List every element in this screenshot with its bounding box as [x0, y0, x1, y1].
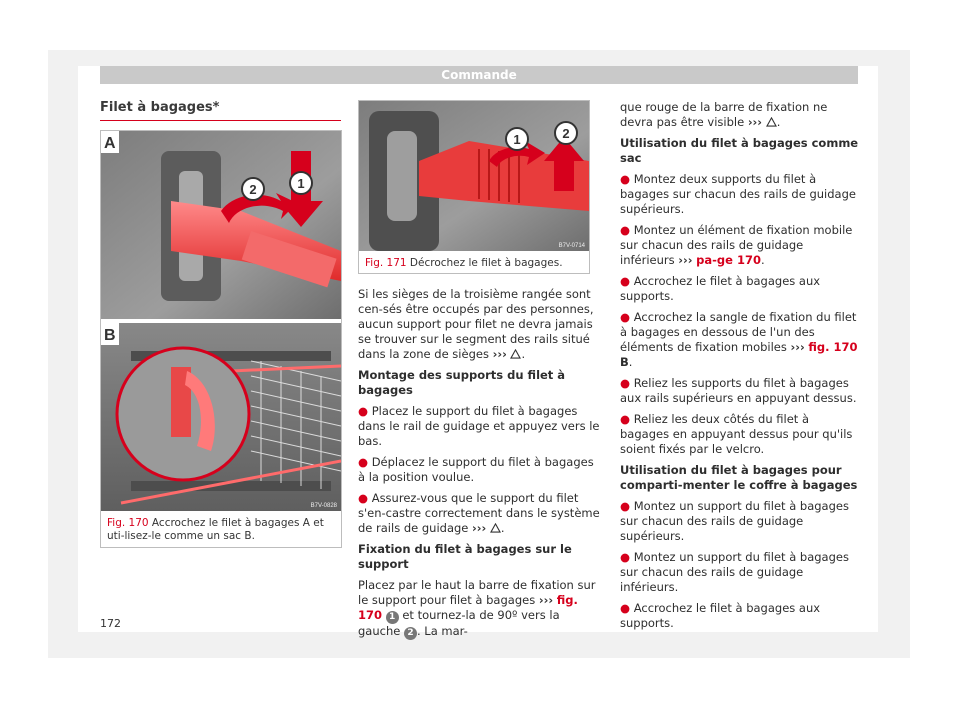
callout-2-text: 2 [562, 126, 570, 141]
list-item: ● Montez deux supports du filet à bagages sur chacun des rails de guidage supérieurs. [620, 172, 856, 216]
list-item: ● Reliez les deux côtés du filet à bagages en appuyant dessus pour qu'ils soient fixés par le velcro. [620, 412, 853, 456]
warning-icon [766, 117, 777, 127]
fig-170-link[interactable]: fig. 170 [358, 593, 578, 622]
list-item: ● Accrochez la sangle de fixation du filet à bagages en dessous de l'un des éléments de fixation mobiles ››› fig. 170 B. [620, 310, 858, 369]
figure-171 [358, 100, 590, 274]
figure-171-caption [359, 257, 589, 270]
heading-fixation: Fixation du filet à bagages sur le support [358, 542, 572, 571]
figure-170-number: Fig. 170 [107, 517, 149, 529]
panel-b-label: B [104, 327, 116, 344]
fig-170-link[interactable]: fig. 170 [808, 340, 858, 354]
warning-icon [490, 523, 501, 533]
text-column-right [620, 100, 860, 637]
heading-partition: Utilisation du filet à bagages pour comparti-menter le coffre à bagages [620, 463, 858, 492]
callout-2-icon: 2 [404, 627, 417, 640]
list-item: ● Accrochez le filet à bagages aux supports. [620, 274, 821, 303]
figure-170-illustration [101, 131, 341, 511]
page-number: 172 [100, 617, 121, 630]
ref-arrow: ››› [747, 115, 763, 129]
list-item: ● Montez un support du filet à bagages sur chacun des rails de guidage supérieurs. [620, 499, 849, 543]
figure-170 [100, 130, 342, 548]
callout-1-icon: 1 [386, 611, 399, 624]
fixation-paragraph: Placez par le haut la barre de fixation sur le support pour filet à bagages ››› fig. 170 1 et tournez-la de 90º vers la gauche 2 . La mar- [358, 578, 596, 638]
list-item: ● Placez le support du filet à bagages dans le rail de guidage et appuyez vers le bas. [358, 404, 600, 448]
intro-paragraph: Si les sièges de la troisième rangée sont cen-sés être occupés par des personnes, aucun support pour filet ne devra jamais se trouver sur le segment des rails situé dans la zone de sièges ››› . [358, 287, 594, 361]
ref-arrow: ››› [472, 521, 487, 535]
callout-1-text: 1 [513, 132, 521, 147]
list-item: ● Montez un élément de fixation mobile sur chacun des rails de guidage inférieurs ››› pa-ge 170. [620, 223, 853, 267]
callout-2-text: 2 [249, 182, 257, 197]
continued-paragraph: que rouge de la barre de fixation ne devra pas être visible ››› . [620, 100, 828, 129]
heading-mounting: Montage des supports du filet à bagages [358, 368, 566, 397]
ref-arrow: ››› [790, 340, 805, 354]
text-column-middle [358, 287, 603, 646]
figure-170-code: B7V-0828 [310, 503, 337, 509]
panel-a-label: A [104, 135, 116, 152]
list-item: ● Assurez-vous que le support du filet s'en-castre correctement dans le système de rails de guidage ››› . [358, 491, 600, 535]
list-item: ● Déplacez le support du filet à bagages à la position voulue. [358, 455, 594, 484]
callout-1-text: 1 [297, 176, 305, 191]
ref-arrow: ››› [538, 593, 554, 607]
ref-arrow: ››› [492, 347, 507, 361]
figure-171-code: B7V-0714 [558, 243, 585, 249]
figure-170-text: Accrochez le filet à bagages A et uti-lisez-le comme un sac B. [107, 517, 324, 542]
list-item: ● Montez un support du filet à bagages sur chacun des rails de guidage inférieurs. [620, 550, 849, 594]
figure-171-illustration [359, 101, 589, 251]
figure-170-caption [101, 517, 341, 543]
heading-bag-use: Utilisation du filet à bagages comme sac [620, 136, 859, 165]
chapter-header: Commande [100, 66, 858, 84]
title-rule [100, 120, 341, 121]
figure-171-text: Décrochez le filet à bagages. [409, 257, 563, 269]
list-item: ● Reliez les supports du filet à bagages aux rails supérieurs en appuyant dessus. [620, 376, 857, 405]
page-170-link[interactable]: pa-ge 170 [696, 253, 761, 267]
list-item: ● Accrochez le filet à bagages aux supports. [620, 601, 821, 630]
figure-171-number: Fig. 171 [365, 257, 407, 269]
section-title: Filet à bagages* [100, 100, 220, 115]
warning-icon [510, 349, 521, 359]
ref-arrow: ››› [678, 253, 693, 267]
